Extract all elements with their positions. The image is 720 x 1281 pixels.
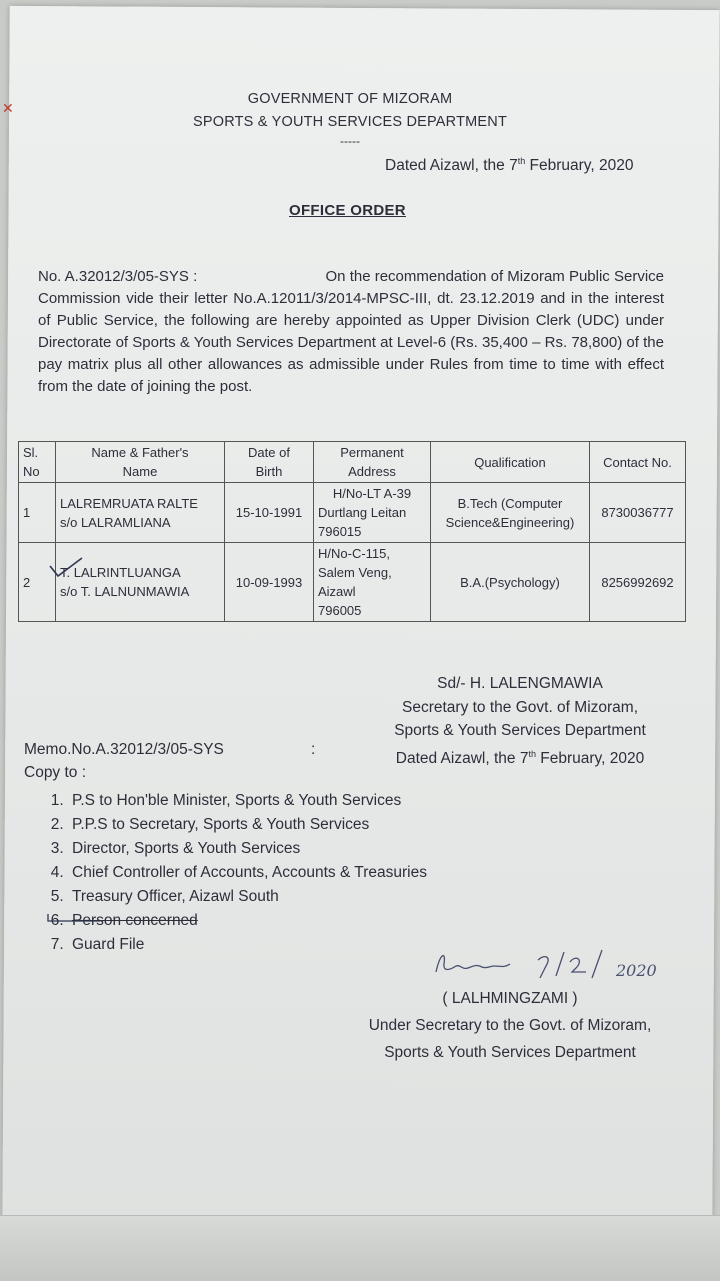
signatory-dated: Dated Aizawl, the 7th February, 2020	[395, 748, 645, 767]
dated-line: Dated Aizawl, the 7th February, 2020	[385, 156, 634, 175]
cell-name: LALREMRUATA RALTE s/o LALRAMLIANA	[56, 483, 225, 543]
cell-address: H/No-LT A-39 Durtlang Leitan 796015	[314, 483, 431, 543]
col-sl: Sl. No	[19, 442, 56, 483]
list-item: 7. Guard File	[68, 933, 427, 957]
list-item: 3. Director, Sports & Youth Services	[68, 837, 427, 861]
cell-address: H/No-C-115, Salem Veng, Aizawl 796005	[314, 543, 431, 622]
cell-qualification: B.Tech (Computer Science&Engineering)	[431, 483, 590, 543]
cell-sl: 1	[19, 483, 56, 543]
signatory-title: Secretary to the Govt. of Mizoram,	[401, 698, 639, 716]
order-first-line: On the recommendation of Mizoram Public Service	[325, 268, 664, 285]
order-paragraph	[38, 266, 664, 398]
order-body: Commission vide their letter No.A.12011/3/2014-MPSC-III, dt. 23.12.2019 and in the interest of Public Service, the following are hereby appointed as Upper Division Clerk (UDC) under Directorate of Sports & Youth Services Department at Level-6 (Rs. 35,400 – Rs. 78,800) of the pay matrix plus all other allowances as admissible under Rules from time to time with effect from the date of joining the post.	[38, 290, 664, 395]
background-surface	[0, 1215, 720, 1281]
col-address: Permanent Address	[314, 442, 431, 483]
list-item: 4. Chief Controller of Accounts, Accounts & Treasuries	[68, 861, 427, 885]
order-number: No. A.32012/3/05-SYS :	[38, 268, 198, 285]
signatory-under-secretary	[330, 985, 690, 1066]
col-name: Name & Father's Name	[56, 442, 225, 483]
cell-sl: 2	[19, 543, 56, 622]
copy-to-label: Copy to :	[24, 764, 87, 781]
signatory-name: Sd/- H. LALENGMAWIA	[437, 675, 603, 692]
handwritten-signature	[430, 942, 690, 986]
header-department: SPORTS & YOUTH SERVICES DEPARTMENT	[192, 114, 508, 130]
table-row	[19, 483, 686, 543]
signatory-secretary	[370, 672, 670, 770]
page-title: OFFICE ORDER	[289, 202, 406, 219]
signatory2-title: Under Secretary to the Govt. of Mizoram,	[368, 1017, 652, 1034]
col-qualification: Qualification	[431, 442, 590, 483]
list-item: 1. P.S to Hon'ble Minister, Sports & Youth Services	[68, 789, 427, 813]
cell-contact: 8730036777	[590, 483, 686, 543]
cell-dob: 10-09-1993	[225, 543, 314, 622]
cell-dob: 15-10-1991	[225, 483, 314, 543]
svg-text:2020: 2020	[616, 961, 657, 980]
cell-contact: 8256992692	[590, 543, 686, 622]
signatory2-name: ( LALHMINGZAMI )	[442, 990, 578, 1007]
col-dob: Date of Birth	[225, 442, 314, 483]
strike-mark-icon	[44, 912, 104, 926]
list-item: 2. P.P.S to Secretary, Sports & Youth Services	[68, 813, 427, 837]
table-row	[19, 543, 686, 622]
copy-to-list	[46, 789, 427, 957]
cell-name: T. LALRINTLUANGA s/o T. LALNUNMAWIA	[56, 543, 225, 622]
list-item: 6. Person concerned	[68, 909, 427, 933]
header-divider: -----	[340, 134, 360, 148]
checkmark-icon	[46, 556, 86, 580]
header-government: GOVERNMENT OF MIZORAM	[247, 91, 453, 107]
signatory-dept: Sports & Youth Services Department	[394, 722, 646, 739]
memo-number: Memo.No.A.32012/3/05-SYS	[24, 741, 224, 758]
memo-colon: :	[311, 741, 316, 758]
list-item: 5. Treasury Officer, Aizawl South	[68, 885, 427, 909]
appointees-table	[18, 441, 686, 622]
col-contact: Contact No.	[590, 442, 686, 483]
pin-mark-icon: ✕	[2, 100, 14, 116]
table-header-row	[19, 442, 686, 483]
signatory2-dept: Sports & Youth Services Department	[384, 1044, 636, 1061]
cell-qualification: B.A.(Psychology)	[431, 543, 590, 622]
